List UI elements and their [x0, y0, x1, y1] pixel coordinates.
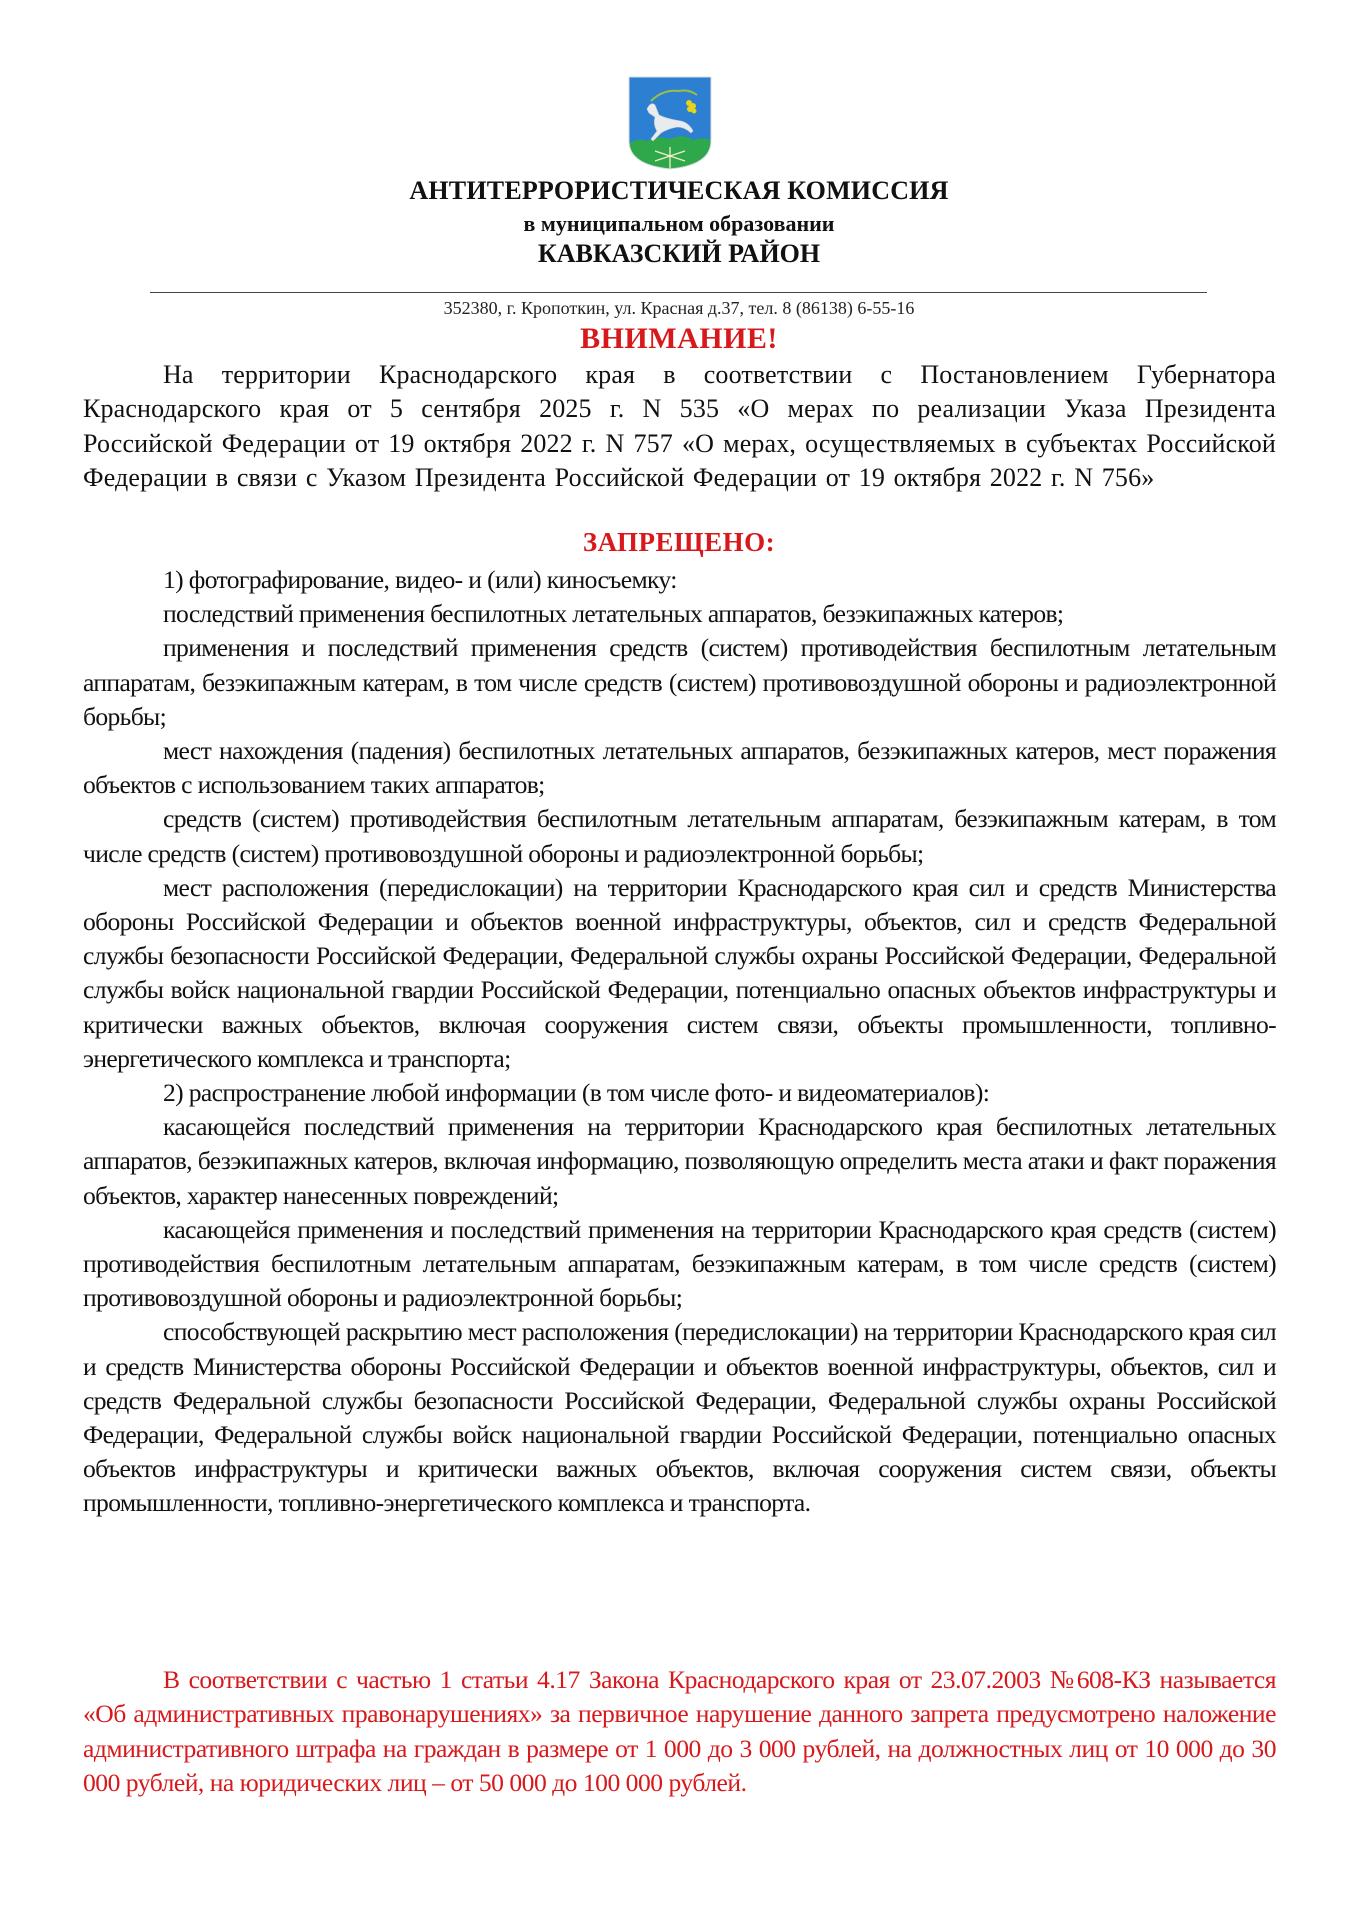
- list-item: 1) фотографирование, видео- и (или) киносъемку:: [163, 565, 677, 594]
- header-divider: [150, 292, 1207, 293]
- list-item: касающейся последствий применения на территории Краснодарского края беспилотных летательных аппаратов, безэкипажных катеров, включая информацию, позволяющую определить места атаки и факт поражения объектов, характер нанесенных повреждений;: [83, 1112, 1276, 1210]
- list-item: мест расположения (передислокации) на территории Краснодарского края сил и средств Министерства обороны Российской Федерации и объектов военной инфраструктуры, объектов, сил и средств Федеральной службы безопасности Российской Федерации, Федеральной службы охраны Российской Федерации, Федеральной службы войск национальной гвардии Российской Федерации, потенциально опасных объектов инфраструктуры и критически важных объектов, включая сооружения систем связи, объекты промышленности, топливно-энергетического комплекса и транспорта;: [83, 872, 1276, 1073]
- list-item: средств (систем) противодействия беспилотным летательным аппаратам, безэкипажным катерам, в том числе средств (систем) противовоздушной обороны и радиоэлектронной борьбы;: [83, 804, 1276, 868]
- attention-heading: ВНИМАНИЕ!: [580, 322, 778, 355]
- penalty-paragraph: В соответствии с частью 1 статьи 4.17 Закона Краснодарского края от 23.07.2003 №608-КЗ называется «Об административных правонарушениях» за первичное нарушение данного запрета предусмотрено наложение административного штрафа на граждан в размере от 1 000 до 3 000 рублей, на должностных лиц от 10 000 до 30 000 рублей, на юридических лиц – от 50 000 до 100 000 рублей.: [83, 1665, 1276, 1797]
- municipality-subtitle: в муниципальном образовании: [523, 211, 835, 236]
- forbidden-heading: ЗАПРЕЩЕНО:: [582, 527, 776, 557]
- list-item: мест нахождения (падения) беспилотных летательных аппаратов, безэкипажных катеров, мест поражения объектов с использованием таких аппаратов;: [83, 736, 1276, 800]
- list-item: применения и последствий применения средств (систем) противодействия беспилотным летательным аппаратам, безэкипажным катерам, в том числе средств (систем) противовоздушной обороны и радиоэлектронной борьбы;: [83, 633, 1276, 731]
- list-item: 2) распространение любой информации (в том числе фото- и видеоматериалов):: [163, 1078, 990, 1108]
- intro-paragraph: [83, 358, 1276, 495]
- intro-text: На территории Краснодарского края в соответствии с Постановлением Губернатора Краснодарского края от 5 сентября 2025 г. N 535 «О мерах по реализации Указа Президента Российской Федерации от 19 октября 2022 г. N 757 «О мерах, осуществляемых в субъектах Российской Федерации в связи с Указом Президента Российской Федерации от 19 октября 2022 г. N 756»: [83, 360, 1276, 492]
- list-item: способствующей раскрытию мест расположения (передислокации) на территории Краснодарского края сил и средств Министерства обороны Российской Федерации и объектов военной инфраструктуры, объектов, сил и средств Федеральной службы безопасности Российской Федерации, Федеральной службы охраны Российской Федерации, Федеральной службы войск национальной гвардии Российской Федерации, потенциально опасных объектов инфраструктуры и критически важных объектов, включая сооружения систем связи, объекты промышленности, топливно-энергетического комплекса и транспорта.: [83, 1317, 1276, 1518]
- district-title: КАВКАЗСКИЙ РАЙОН: [537, 239, 821, 268]
- forbidden-list: [83, 563, 1276, 1521]
- coat-of-arms-icon: [627, 75, 713, 171]
- list-item: последствий применения беспилотных летательных аппаратов, безэкипажных катеров;: [163, 599, 1064, 629]
- contact-address: 352380, г. Кропоткин, ул. Красная д.37, тел. 8 (86138) 6-55-16: [443, 298, 915, 318]
- commission-title: АНТИТЕРРОРИСТИЧЕСКАЯ КОМИССИЯ: [409, 176, 949, 205]
- list-item: касающейся применения и последствий применения на территории Краснодарского края средств (систем) противодействия беспилотным летательным аппаратам, безэкипажным катерам, в том числе средств (систем) противовоздушной обороны и радиоэлектронной борьбы;: [83, 1214, 1276, 1313]
